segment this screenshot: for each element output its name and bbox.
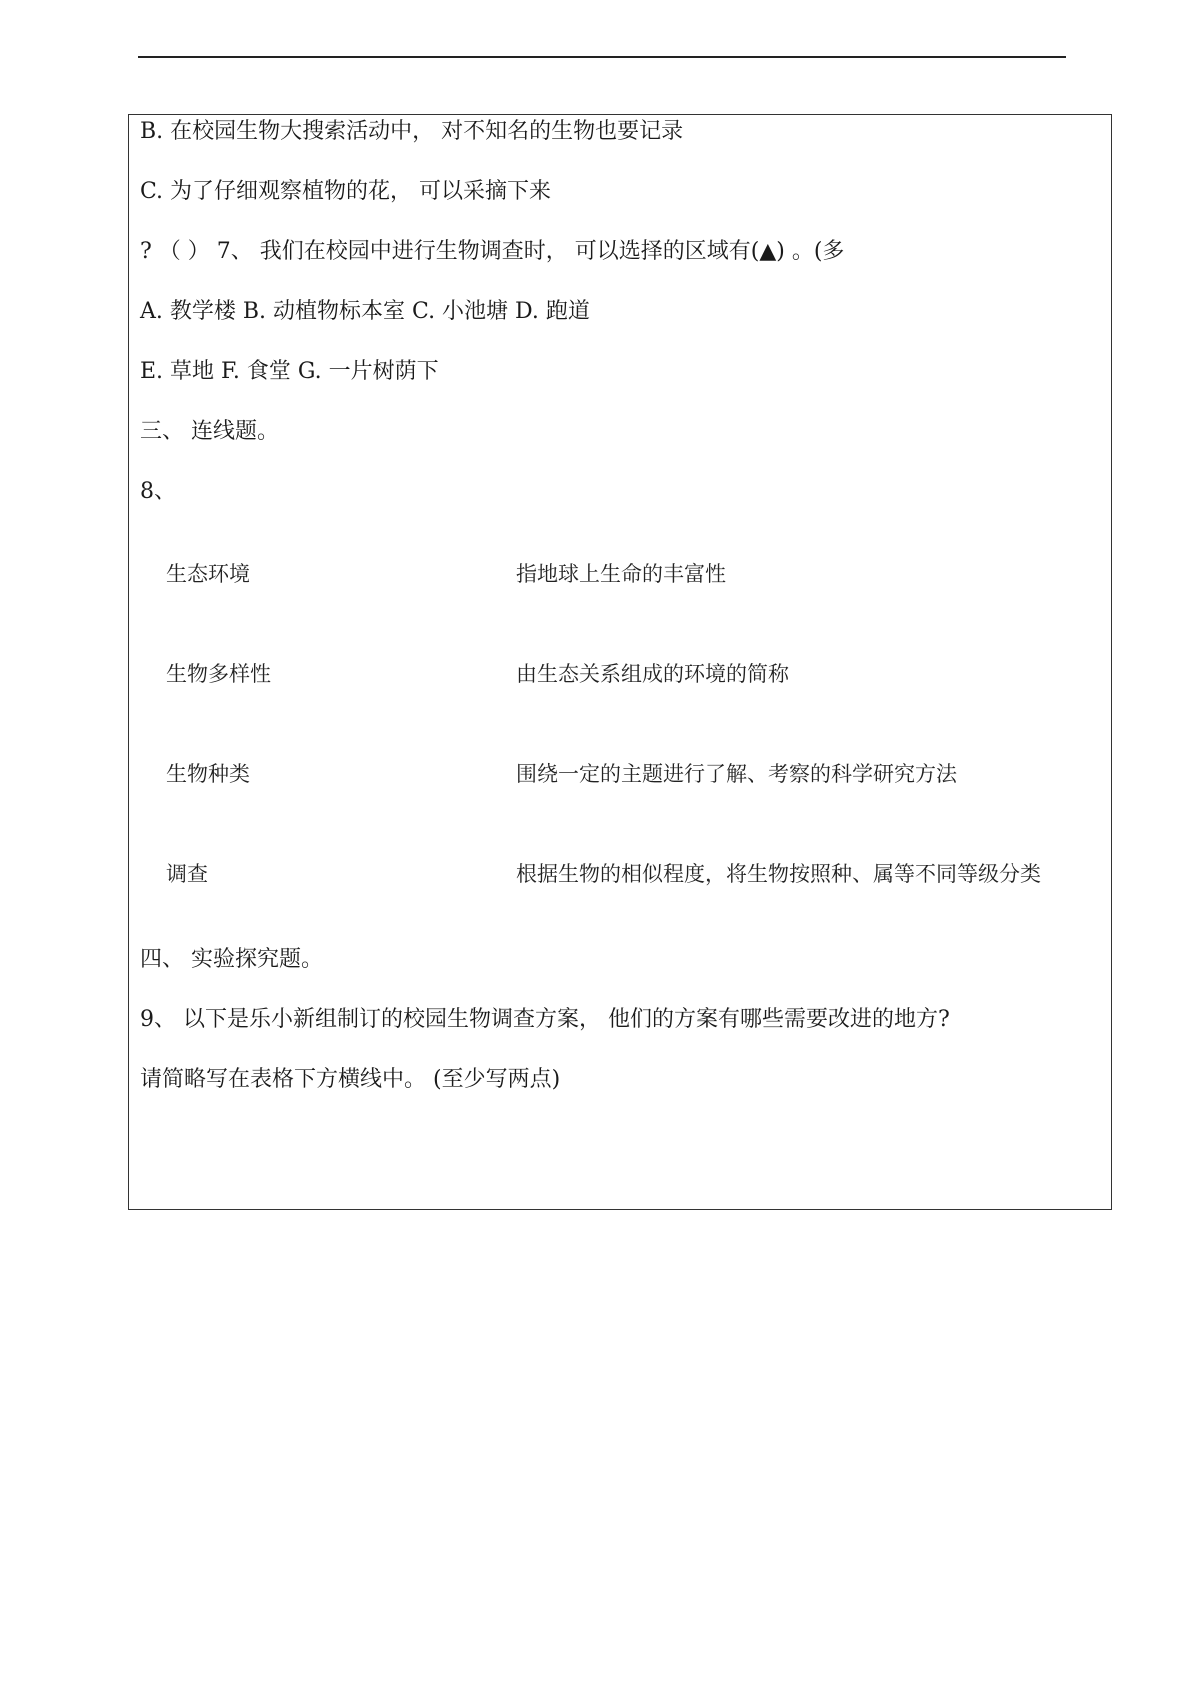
q9-line-2: 请简略写在表格下方横线中。 (至少写两点) bbox=[140, 1067, 561, 1092]
match-left-item: 生物多样性 bbox=[166, 662, 271, 686]
match-left-item: 生物种类 bbox=[166, 762, 250, 786]
section-3-title: 三、 连线题。 bbox=[140, 419, 279, 444]
match-left-item: 调查 bbox=[166, 862, 208, 886]
q7-options-row-2: E. 草地 F. 食堂 G. 一片树荫下 bbox=[140, 359, 439, 384]
q8-label: 8、 bbox=[140, 479, 176, 504]
q6-option-b: B. 在校园生物大搜索活动中， 对不知名的生物也要记录 bbox=[140, 119, 684, 144]
match-right-item: 围绕一定的主题进行了解、考察的科学研究方法 bbox=[516, 762, 957, 786]
section-4-title: 四、 实验探究题。 bbox=[140, 947, 323, 972]
header-rule bbox=[138, 56, 1066, 58]
match-right-item: 指地球上生命的丰富性 bbox=[516, 562, 726, 586]
q7-options-row-1: A. 教学楼 B. 动植物标本室 C. 小池塘 D. 跑道 bbox=[140, 299, 590, 324]
match-left-item: 生态环境 bbox=[166, 562, 250, 586]
q6-option-c: C. 为了仔细观察植物的花， 可以采摘下来 bbox=[140, 179, 552, 204]
match-right-item: 由生态关系组成的环境的简称 bbox=[516, 662, 789, 686]
q9-line-1: 9、 以下是乐小新组制订的校园生物调查方案， 他们的方案有哪些需要改进的地方? bbox=[140, 1007, 950, 1032]
q7-stem: ? （ ） 7、 我们在校园中进行生物调查时， 可以选择的区域有(▲) 。(多 bbox=[140, 239, 845, 264]
match-right-item: 根据生物的相似程度，将生物按照种、属等不同等级分类 bbox=[516, 862, 1041, 886]
